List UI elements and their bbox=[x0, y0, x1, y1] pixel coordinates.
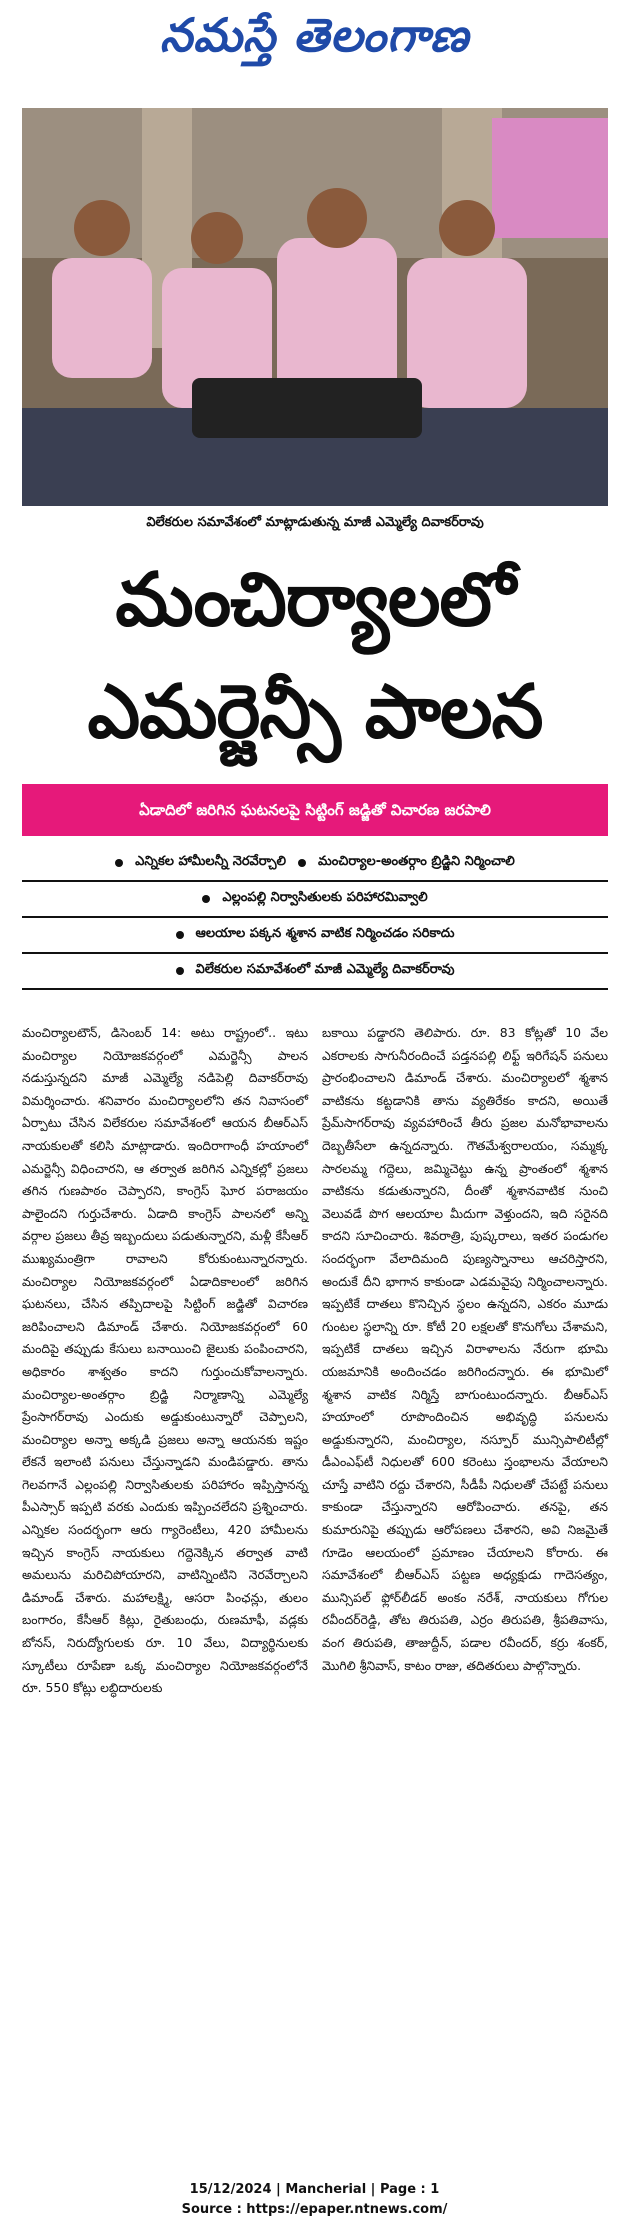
highlight-row bbox=[22, 954, 608, 990]
highlight-row bbox=[22, 846, 608, 882]
highlight-row bbox=[22, 918, 608, 954]
highlight-item: ఎన్నికల హామీలన్నీ నెరవేర్చాలి bbox=[135, 854, 287, 869]
masthead bbox=[0, 0, 629, 100]
highlight-item: విలేకరుల సమావేశంలో మాజీ ఎమ్మెల్యే దివాకర్‌రావు bbox=[195, 962, 455, 977]
highlights-list bbox=[22, 846, 608, 990]
article-text: మంచిర్యాలటౌన్, డిసెంబర్ 14: అటు రాష్ట్రంలో.. ఇటు మంచిర్యాల నియోజకవర్గంలో ఎమర్జెన్సీ పాలన నడుస్తున్నదని మాజీ ఎమ్మెల్యే నడిపెల్లి దివాకర్‌రావు విమర్శించారు. శనివారం మంచిర్యాలలోని తన నివాసంలో ఏర్పాటు చేసిన విలేకరుల సమావేశంలో ఆయన బీఆర్‌ఎస్ నాయకులతో కలిసి మాట్లాడారు. ఇందిరాగాంధీ హయాంలో ఎమర్జెన్సీ విధించారని, ఆ తర్వాత జరిగిన ఎన్నికల్లో ప్రజలు తగిన గుణపాఠం చెప్పారని, కాంగ్రెస్ ఘోర పరాజయం పాలైందని గుర్తుచేశారు. ఏడాది కాంగ్రెస్ పాలనలో అన్ని వర్గాల ప్రజలు తీవ్ర ఇబ్బందులు పడుతున్నారని, మళ్లీ కేసీఆర్ ముఖ్యమంత్రిగా రావాలని కోరుకుంటున్నారన్నారు. మంచిర్యాల నియోజకవర్గంలో ఏడాదికాలంలో జరిగిన ఘటనలు, చేసిన తప్పిదాలపై సిట్టింగ్ జడ్జితో విచారణ జరిపించాలని డిమాండ్ చేశారు. నియోజకవర్గంలో 60 మందిపై తప్పుడు కేసులు బనాయించి జైలుకు పంపించారని, అధికారం శాశ్వతం కాదని గుర్తుంచుకోవాలన్నారు. మంచిర్యాల-అంతర్గాం బ్రిడ్జి నిర్మాణాన్ని ఎమ్మెల్యే ప్రేంసాగర్‌రావు ఎందుకు అడ్డుకుంటున్నారో చెప్పాలని, మంచిర్యాల అన్నా అక్కడి ప్రజలు అన్నా ఆయనకు ఇష్టం లేకనే ఇలాంటి పనులు చేస్తున్నాడని మండిపడ్డారు. తాను గెలవగానే ఎల్లంపల్లి నిర్వాసితులకు పరిహారం ఇప్పిస్తానన్న పీఎస్సార్ ఇప్పటి వరకు ఎందుకు ఇప్పించలేదని ప్రశ్నించారు. ఎన్నికల సందర్భంగా ఆరు గ్యారెంటీలు, 420 హామీలను ఇచ్చిన కాంగ్రెస్ నాయకులు గద్దెనెక్కిన తర్వాత వాటి అమలును మరిచిపోయారని, వాటిన్నింటిని నెరవేర్చాలని డిమాండ్ చేశారు. మహాలక్ష్మి, ఆసరా పింఛన్లు, తులం బంగారం, కేసీఆర్ కిట్లు, రైతుబంధు, రుణమాఫీ, వడ్లకు బోనస్, నిరుద్యోగులకు రూ. 10 వేలు, విద్యార్థినులకు స్కూటీలు రూపేణా ఒక్క మంచిర్యాల నియోజకవర్గంలోనే రూ. 550 కోట్లు లబ్ధిదారులకు bbox=[22, 1025, 308, 1696]
newspaper-logo: నమస్తే తెలంగాణ bbox=[159, 8, 470, 62]
edition-info: 15/12/2024 | Mancherial | Page : 1 bbox=[189, 2182, 440, 2197]
kicker-banner: ఏడాదిలో జరిగిన ఘటనలపై సిట్టింగ్ జడ్జితో విచారణ జరపాలి bbox=[22, 784, 608, 836]
photo-caption: విలేకరుల సమావేశంలో మాట్లాడుతున్న మాజీ ఎమ్మెల్యే దివాకర్‌రావు bbox=[146, 515, 484, 530]
page-footer bbox=[0, 2180, 629, 2220]
news-photo bbox=[22, 108, 608, 506]
highlight-item: ఆలయాల పక్కన శ్మశాన వాటిక నిర్మించడం సరికాదు bbox=[195, 926, 455, 941]
article-text: బకాయి పడ్డారని తెలిపారు. రూ. 83 కోట్లతో 10 వేల ఎకరాలకు సాగునీరందించే పడ్తనపల్లి లిఫ్ట్ ఇరిగేషన్ పనులు ప్రారంభించాలని డిమాండ్ చేశారు. మంచిర్యాలలో శ్మశాన వాటికను కట్టడానికి తాను వ్యతిరేకం కాదని, అయితే ప్రేమ్‌సాగర్‌రావు వ్యవహారించే తీరు ప్రజల మనోభావాలను దెబ్బతీసేలా ఉన్నదన్నారు. గౌతమేశ్వరాలయం, సమ్మక్క సారలమ్మ గద్దెలు, జమ్మిచెట్టు ఉన్న ప్రాంతంలో శ్మశాన వాటికను కడుతున్నారని, దీంతో శ్మశానవాటిక నుంచి వెలువడే పొగ ఆలయాల మీదుగా వెళ్తుందని, ఇది సరైనది కాదని సూచించారు. శివరాత్రి, పుష్కరాలు, ఇతర పండుగల సందర్భంగా వేలాదిమంది పుణ్యస్నానాలు ఆచరిస్తారని, అందుకే దీని భాగాన కాకుండా ఎడమవైపు నిర్మించాలన్నారు. ఇప్పటికే దాతలు కొనిచ్చిన స్థలం ఉన్నదని, ఎకరం మూడు గుంటల స్థలాన్ని రూ. కోటీ 20 లక్షలతో కొనుగోలు చేశామని, ఇప్పటికే దాతలు ఇచ్చిన విరాళాలను నేరుగా భూమి యజమానికి అందించడం జరిగిందన్నారు. ఈ భూమిలో శ్మశాన వాటిక నిర్మిస్తే బాగుంటుందన్నారు. బీఆర్‌ఎస్ హయాంలో రూపొందించిన అభివృద్ధి పనులను అడ్డుకున్నారని, మంచిర్యాల, నస్పూర్ మున్సిపాలిటీల్లో డీఎంఎఫ్‌టీ నిధులతో 600 కరెంటు స్తంభాలను వేయాలని చూస్తే వాటిని రద్దు చేశారని, సీడీపీ నిధులతో చేపట్టే పనులు కాకుండా చేస్తున్నారని ఆరోపించారు. తనపై, తన కుమారునిపై తప్పుడు ఆరోపణలు చేశారని, అవి నిజమైతే గూడెం ఆలయంలో ప్రమాణం చేయాలని కోరారు. ఈ సమావేశంలో బీఆర్‌ఎస్ పట్టణ అధ్యక్షుడు గాదెసత్యం, మున్సిపల్ ఫ్లోర్‌లీడర్ అంకం నరేశ్, నాయకులు గోగుల రవీందర్‌రెడ్డి, తోట తిరుపతి, ఎర్రం తిరుపతి, శ్రీపతివాసు, వంగ తిరుపతి, తాజుద్దీన్, పడాల రవీందర్, కర్రు శంకర్, మొగిలి శ్రీనివాస్, కాటం రాజు, తదితరులు పాల్గొన్నారు. bbox=[322, 1025, 608, 1673]
highlight-item: మంచిర్యాల-అంతర్గాం బ్రిడ్జిని నిర్మించాలి bbox=[318, 854, 515, 869]
highlight-item: ఎల్లంపల్లి నిర్వాసితులకు పరిహారమివ్వాలి bbox=[222, 890, 428, 905]
bullet-icon bbox=[115, 859, 123, 867]
headline-line-2: ఎమర్జెన్సీ పాలన bbox=[87, 669, 543, 755]
bullet-icon bbox=[176, 931, 184, 939]
bullet-icon bbox=[176, 967, 184, 975]
article-column-2 bbox=[322, 1022, 608, 2172]
bullet-icon bbox=[298, 859, 306, 867]
article-column-1 bbox=[22, 1022, 308, 2172]
bullet-icon bbox=[202, 895, 210, 903]
headline-line-1: మంచిర్యాలలో bbox=[115, 557, 515, 643]
article-body bbox=[22, 1022, 608, 2172]
highlight-row bbox=[22, 882, 608, 918]
source-link[interactable]: Source : https://epaper.ntnews.com/ bbox=[181, 2202, 448, 2217]
